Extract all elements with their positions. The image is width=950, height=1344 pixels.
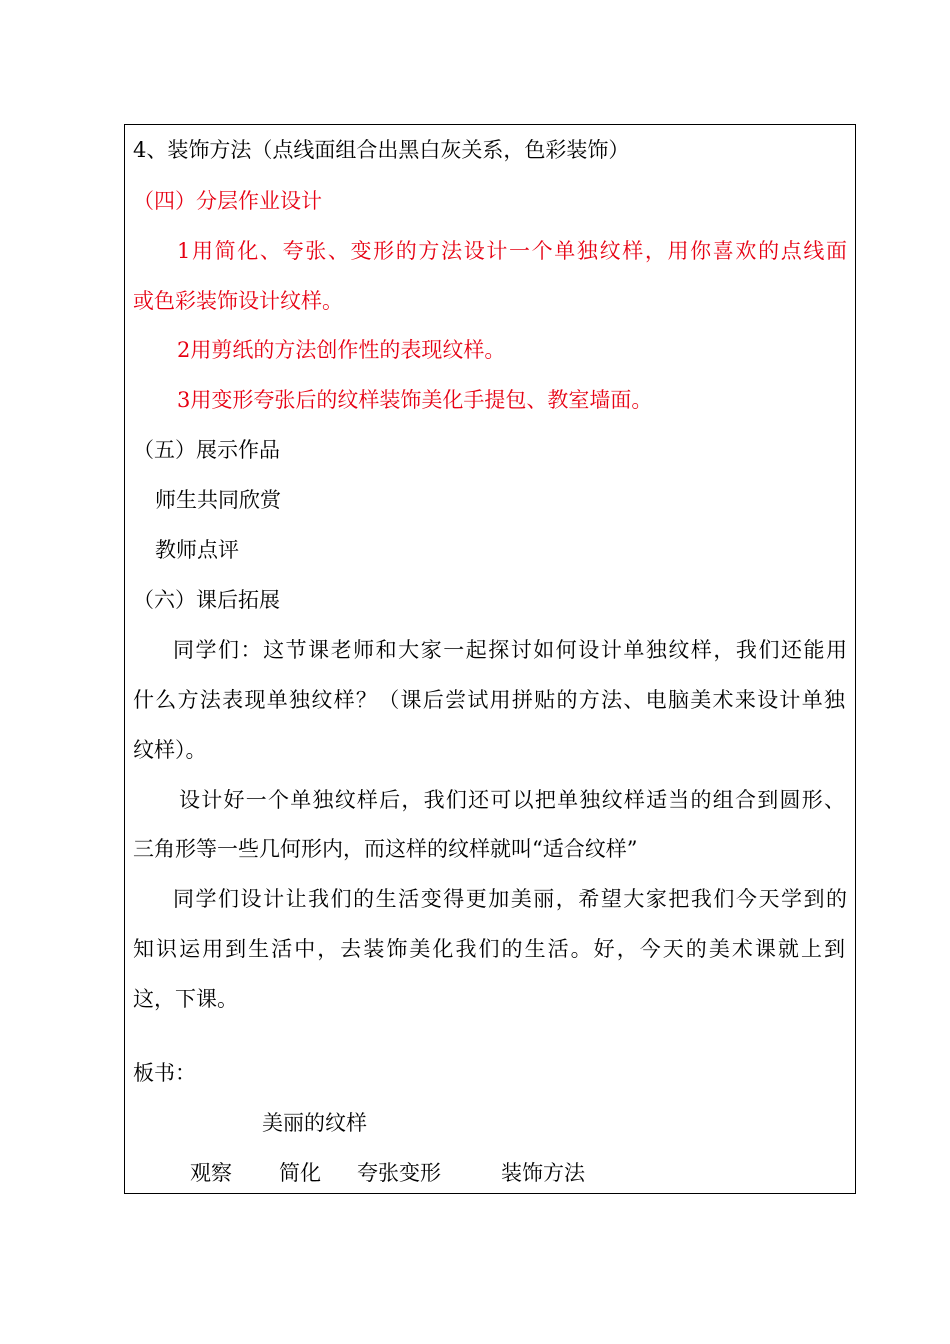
paragraph-1-line-2: 什么方法表现单独纹样？（课后尝试用拼贴的方法、电脑美术来设计单独: [133, 688, 845, 712]
appreciate-line: 师生共同欣赏: [155, 488, 281, 512]
paragraph-2-line-2: 三角形等一些几何形内，而这样的纹样就叫“适合纹样”: [133, 837, 638, 861]
homework-3-line: 3用变形夸张后的纹样装饰美化手提包、教室墙面。: [177, 388, 653, 412]
section-4-title: （四）分层作业设计: [133, 189, 322, 213]
board-item-simplify: 简化: [279, 1161, 321, 1185]
homework-2-line: 2用剪纸的方法创作性的表现纹样。: [177, 338, 506, 362]
method-4-line: 4、装饰方法（点线面组合出黑白灰关系，色彩装饰）: [133, 138, 630, 162]
paragraph-2-line-1: 设计好一个单独纹样后，我们还可以把单独纹样适当的组合到圆形、: [179, 788, 845, 812]
homework-1-line-1: 1用简化、夸张、变形的方法设计一个单独纹样，用你喜欢的点线面: [177, 239, 847, 263]
paragraph-3-line-3: 这，下课。: [133, 987, 238, 1011]
board-label: 板书：: [133, 1061, 196, 1085]
homework-1-line-2: 或色彩装饰设计纹样。: [133, 289, 343, 313]
comment-line: 教师点评: [155, 538, 239, 562]
board-item-decorate: 装饰方法: [501, 1161, 585, 1185]
board-item-observe: 观察: [190, 1161, 232, 1185]
paragraph-1-line-1: 同学们：这节课老师和大家一起探讨如何设计单独纹样，我们还能用: [173, 638, 847, 662]
board-title: 美丽的纹样: [262, 1111, 367, 1135]
board-item-exaggerate: 夸张变形: [357, 1161, 441, 1185]
paragraph-3-line-1: 同学们设计让我们的生活变得更加美丽，希望大家把我们今天学到的: [173, 887, 847, 911]
section-5-title: （五）展示作品: [133, 438, 280, 462]
paragraph-3-line-2: 知识运用到生活中，去装饰美化我们的生活。好，今天的美术课就上到: [133, 937, 845, 961]
section-6-title: （六）课后拓展: [133, 588, 280, 612]
paragraph-1-line-3: 纹样）。: [133, 738, 207, 762]
